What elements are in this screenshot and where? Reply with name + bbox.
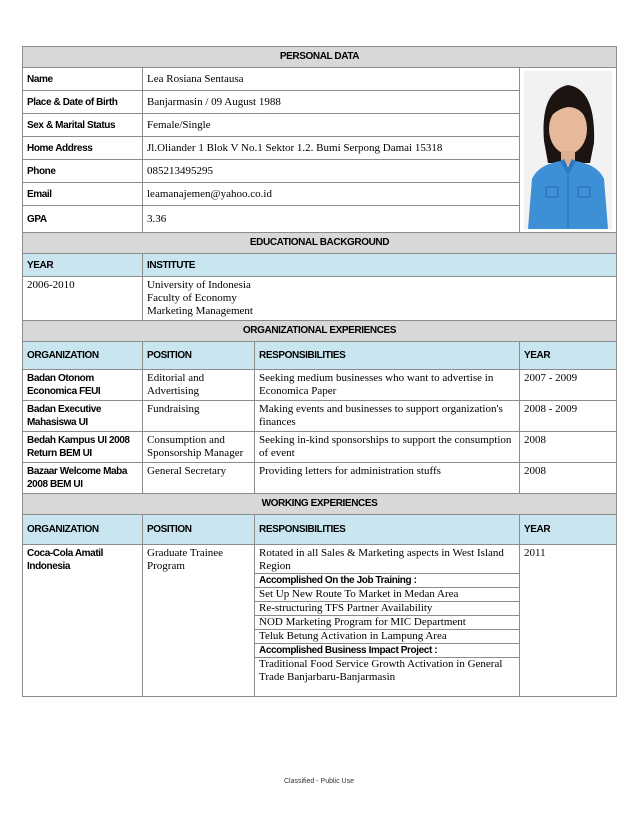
organizational-header-row	[23, 342, 617, 370]
education-year: 2006-2010	[23, 277, 143, 321]
education-line: Marketing Management	[147, 305, 253, 317]
label-phone: Phone	[23, 160, 143, 183]
education-institute	[143, 277, 617, 321]
org-responsibility: Making events and businesses to support organization's finances	[255, 401, 520, 432]
education-header-institute: INSTITUTE	[143, 254, 617, 277]
organizational-row	[23, 401, 617, 432]
label-gpa: GPA	[23, 206, 143, 233]
org-year: 2008	[520, 432, 617, 463]
org-responsibility: Seeking medium businesses who want to advertise in Economica Paper	[255, 370, 520, 401]
org-position: Consumption and Sponsorship Manager	[143, 432, 255, 463]
org-year: 2008 - 2009	[520, 401, 617, 432]
organizational-row	[23, 463, 617, 494]
section-title-working: WORKING EXPERIENCES	[23, 494, 617, 515]
org-year: 2007 - 2009	[520, 370, 617, 401]
work-responsibility-item: Re-structuring TFS Partner Availability	[255, 601, 519, 615]
person-photo-icon	[524, 71, 612, 229]
personal-row-name	[23, 68, 617, 91]
education-line: University of Indonesia	[147, 279, 251, 291]
label-email: Email	[23, 183, 143, 206]
work-responsibility-heading: Accomplished Business Impact Project :	[255, 643, 519, 657]
work-responsibility-item: NOD Marketing Program for MIC Department	[255, 615, 519, 629]
work-position: Graduate Trainee Program	[143, 545, 255, 697]
org-position: General Secretary	[143, 463, 255, 494]
value-email[interactable]: leamanajemen@yahoo.co.id	[143, 183, 520, 206]
org-header-organization: ORGANIZATION	[23, 342, 143, 370]
work-header-responsibilities: RESPONSIBILITIES	[255, 515, 520, 545]
work-responsibility-heading: Accomplished On the Job Training :	[255, 573, 519, 587]
label-status: Sex & Marital Status	[23, 114, 143, 137]
value-phone: 085213495295	[143, 160, 520, 183]
value-name: Lea Rosiana Sentausa	[143, 68, 520, 91]
work-header-position: POSITION	[143, 515, 255, 545]
org-organization: Badan Otonom Economica FEUI	[23, 370, 143, 401]
work-header-year: YEAR	[520, 515, 617, 545]
org-header-position: POSITION	[143, 342, 255, 370]
work-year: 2011	[520, 545, 617, 697]
education-line: Faculty of Economy	[147, 292, 237, 304]
org-header-responsibilities: RESPONSIBILITIES	[255, 342, 520, 370]
working-header-row	[23, 515, 617, 545]
organizational-row	[23, 432, 617, 463]
org-position: Editorial and Advertising	[143, 370, 255, 401]
label-address: Home Address	[23, 137, 143, 160]
org-position: Fundraising	[143, 401, 255, 432]
org-organization: Bedah Kampus UI 2008 Return BEM UI	[23, 432, 143, 463]
education-row	[23, 277, 617, 321]
value-birth: Banjarmasin / 09 August 1988	[143, 91, 520, 114]
organizational-row	[23, 370, 617, 401]
photo-cell	[520, 68, 617, 233]
work-responsibility-item: Rotated in all Sales & Marketing aspects in West Island Region	[259, 547, 504, 572]
work-header-organization: ORGANIZATION	[23, 515, 143, 545]
cv-document	[22, 46, 616, 697]
label-name: Name	[23, 68, 143, 91]
section-title-education: EDUCATIONAL BACKGROUND	[23, 233, 617, 254]
cv-table	[22, 46, 617, 697]
label-birth: Place & Date of Birth	[23, 91, 143, 114]
org-responsibility: Seeking in-kind sponsorships to support the consumption of event	[255, 432, 520, 463]
work-responsibility-item: Set Up New Route To Market in Medan Area	[255, 587, 519, 601]
section-title-personal: PERSONAL DATA	[23, 47, 617, 68]
org-header-year: YEAR	[520, 342, 617, 370]
org-year: 2008	[520, 463, 617, 494]
work-responsibilities	[255, 545, 520, 697]
work-responsibility-item: Traditional Food Service Growth Activation in General Trade Banjarbaru-Banjarmasin	[255, 657, 519, 684]
footer-classification: Classified - Public Use	[283, 778, 355, 785]
value-gpa: 3.36	[143, 206, 520, 233]
section-title-organizational: ORGANIZATIONAL EXPERIENCES	[23, 321, 617, 342]
work-organization: Coca-Cola Amatil Indonesia	[23, 545, 143, 697]
value-address: Jl.Oliander 1 Blok V No.1 Sektor 1.2. Bumi Serpong Damai 15318	[143, 137, 520, 160]
org-responsibility: Providing letters for administration stuffs	[255, 463, 520, 494]
value-status: Female/Single	[143, 114, 520, 137]
work-responsibility-item: Teluk Betung Activation in Lampung Area	[255, 629, 519, 643]
org-organization: Badan Executive Mahasiswa UI	[23, 401, 143, 432]
education-header-row	[23, 254, 617, 277]
education-header-year: YEAR	[23, 254, 143, 277]
org-organization: Bazaar Welcome Maba 2008 BEM UI	[23, 463, 143, 494]
working-row	[23, 545, 617, 697]
